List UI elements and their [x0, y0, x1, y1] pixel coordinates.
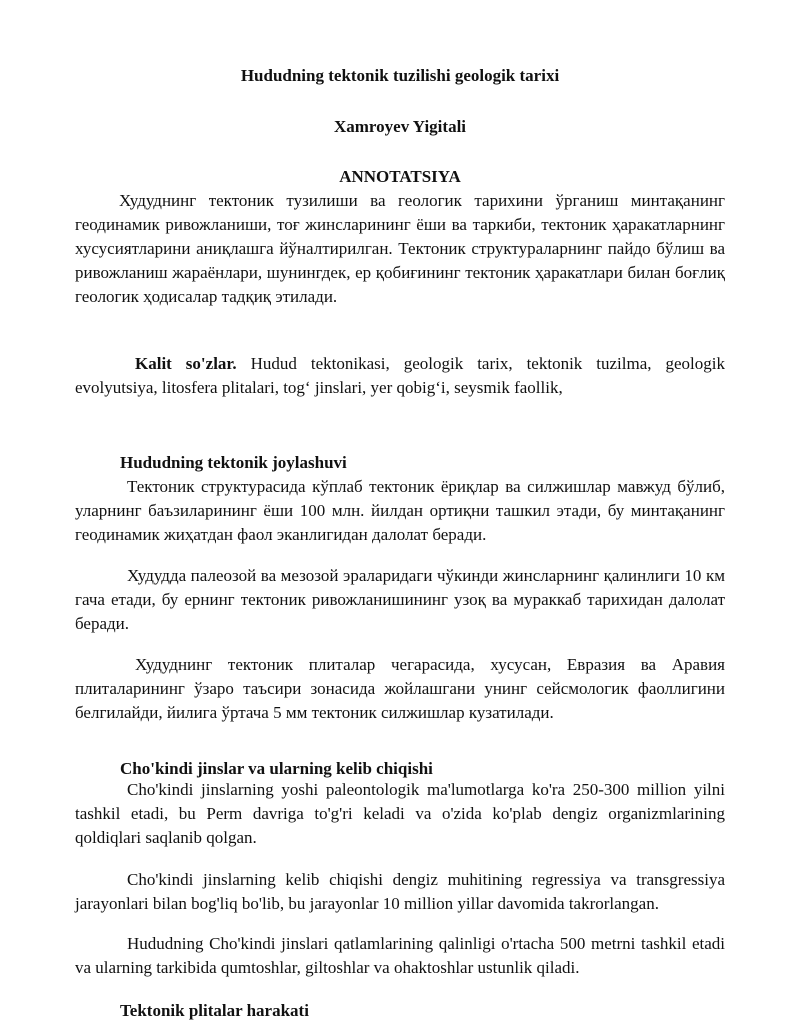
- keywords-label: Kalit so'zlar.: [135, 354, 237, 373]
- section2-paragraph-1: Cho'kindi jinslarning yoshi paleontologik ma'lumotlarga ko'ra 250-300 million yilni tashkil etadi, bu Perm davriga to'g'ri keladi va o'zida ko'plab dengiz organizmlarining qoldiqlari saqlanib qolgan.: [75, 780, 725, 847]
- section-heading-tectonic-location: Hududning tektonik joylashuvi: [120, 453, 347, 472]
- author-name: Xamroyev Yigitali: [333, 117, 467, 136]
- section1-paragraph-2: Худудда палеозой ва мезозой эраларидаги чўкинди жинсларнинг қалинлиги 10 км гача етади, бу ернинг тектоник ривожланишининг узоқ ва мураккаб тарихидан далолат беради.: [75, 566, 725, 633]
- document-title: Hududning tektonik tuzilishi geologik tarixi: [240, 66, 560, 85]
- section1-paragraph-1: Тектоник структурасида кўплаб тектоник ёриқлар ва силжишлар мавжуд бўлиб, уларнинг баъзиларининг ёши 100 млн. йилдан ортиқни ташкил этади, бу минтақанинг геодинамик жиҳатдан фаол эканлигидан далолат беради.: [75, 477, 725, 544]
- annotation-heading: ANNOTATSIYA: [339, 167, 461, 186]
- section2-paragraph-2: Cho'kindi jinslarning kelib chiqishi dengiz muhitining regressiya va transgressiya jarayonlari bilan bog'liq bo'lib, bu jarayonlar 10 million yillar davomida takrorlangan.: [75, 870, 725, 913]
- section1-paragraph-3: Худуднинг тектоник плиталар чегарасида, хусусан, Евразия ва Аравия плиталарининг ўзаро таъсири зонасида жойлашгани унинг сейсмологик фаоллигини белгилайди, йилига ўртача 5 мм тектоник силжишлар кузатилади.: [75, 655, 725, 722]
- section2-paragraph-3: Hududning Cho'kindi jinslari qatlamlarining qalinligi o'rtacha 500 metrni tashkil etadi va ularning tarkibida qumtoshlar, giltoshlar va ohaktoshlar ustunlik qiladi.: [75, 934, 725, 977]
- keywords-text: Hudud tektonikasi, geologik tarix, tektonik tuzilma, geologik evolyutsiya, litosfera plitalari, tog‘ jinslari, yer qobig‘i, seysmik faollik,: [75, 354, 725, 397]
- keywords-paragraph: [75, 352, 725, 400]
- section-heading-sedimentary-rocks: Cho'kindi jinslar va ularning kelib chiqishi: [120, 759, 433, 778]
- section-heading-plate-movement: Tektonik plitalar harakati: [120, 1001, 309, 1020]
- annotation-paragraph: Худуднинг тектоник тузилиши ва геологик тарихини ўрганиш минтақанинг геодинамик ривожланиши, тоғ жинсларининг ёши ва таркиби, тектоник ҳаракатларнинг хусусиятларини аниқлашга йўналтирилган. Тектоник структураларнинг пайдо бўлиш ва ривожланиш жараёнлари, шунингдек, ер қобиғининг тектоник ҳаракатлари билан боғлиқ геологик ҳодисалар тадқиқ этилади.: [75, 191, 725, 306]
